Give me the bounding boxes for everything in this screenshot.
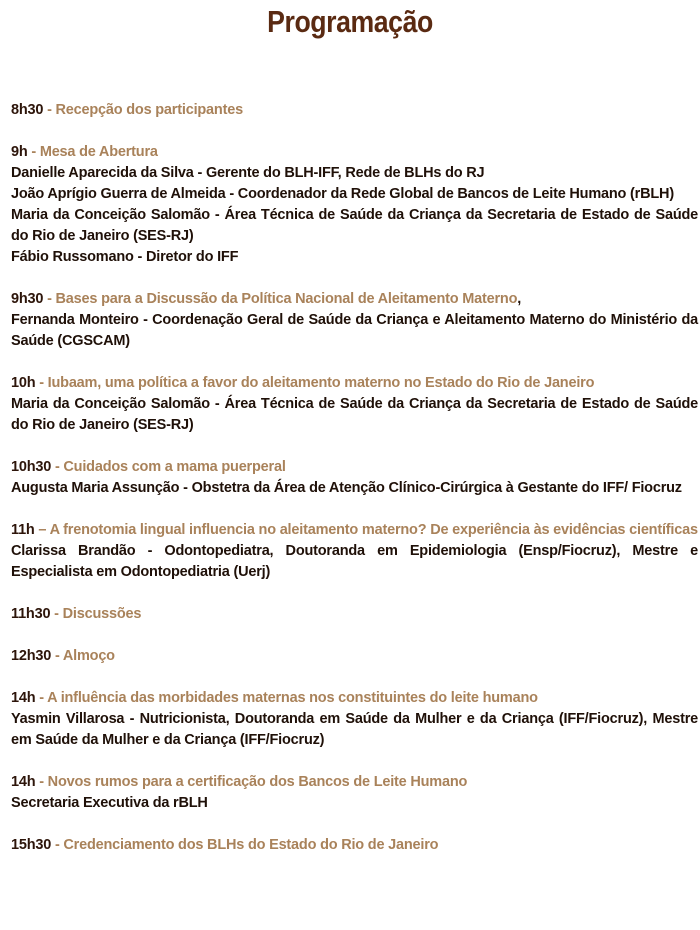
schedule-item — [11, 373, 698, 436]
schedule-time: 14h — [11, 774, 36, 790]
speaker-name: Fábio Russomano — [11, 249, 134, 265]
schedule-topic: - Almoço — [51, 648, 115, 664]
schedule-heading — [11, 289, 698, 310]
schedule-item — [11, 646, 698, 667]
speaker-name: Yasmin Villarosa — [11, 711, 125, 727]
speaker-role: - Gerente do BLH-IFF, Rede de BLHs do RJ — [193, 165, 485, 181]
schedule-item — [11, 100, 698, 121]
schedule-time: 9h — [11, 144, 28, 160]
speaker-line — [11, 394, 698, 436]
schedule-item — [11, 520, 698, 583]
speaker-line — [11, 205, 698, 247]
speaker-role: - Odontopediatra, Doutoranda em Epidemiologia (Ensp/Fiocruz), Mestre e Especialista em Odontopediatria (Uerj) — [11, 543, 698, 580]
schedule-heading — [11, 646, 698, 667]
schedule-time: 9h30 — [11, 291, 44, 307]
schedule-item — [11, 772, 698, 814]
speaker-name: Maria da Conceição Salomão — [11, 207, 210, 223]
speaker-role: - Diretor do IFF — [133, 249, 239, 265]
speaker-name: Fernanda Monteiro — [11, 312, 139, 328]
schedule-time: 10h30 — [11, 459, 52, 475]
speaker-role: - Área Técnica de Saúde da Criança da Secretaria de Estado de Saúde do Rio de Janeiro (SES-RJ) — [11, 396, 698, 433]
speaker-role: - Nutricionista, Doutoranda em Saúde da Mulher e da Criança (IFF/Fiocruz), Mestre em Saúde da Mulher e da Criança (IFF/Fiocruz) — [11, 711, 699, 748]
speaker-name: Maria da Conceição Salomão — [11, 396, 210, 412]
speaker-name: Augusta Maria Assunção — [11, 480, 180, 496]
speaker-line — [11, 541, 698, 583]
schedule-topic-suffix: , — [517, 291, 522, 307]
schedule-heading — [11, 604, 698, 625]
schedule-item — [11, 142, 698, 268]
schedule-topic: - Mesa de Abertura — [27, 144, 158, 160]
program-schedule — [11, 100, 698, 877]
schedule-topic: - A influência das morbidades maternas nos constituintes do leite humano — [35, 690, 538, 706]
schedule-topic: - Novos rumos para a certificação dos Bancos de Leite Humano — [35, 774, 468, 790]
schedule-item — [11, 835, 698, 856]
schedule-heading — [11, 688, 698, 709]
schedule-topic: – A frenotomia lingual influencia no aleitamento materno? De experiência às evidências científicas — [34, 522, 698, 538]
speaker-line — [11, 478, 698, 499]
schedule-time: 14h — [11, 690, 36, 706]
schedule-topic: - Recepção dos participantes — [43, 102, 243, 118]
speaker-role: - Área Técnica de Saúde da Criança da Secretaria de Estado de Saúde do Rio de Janeiro (SES-RJ) — [11, 207, 698, 244]
schedule-topic: - Discussões — [50, 606, 142, 622]
schedule-heading — [11, 835, 698, 856]
schedule-heading — [11, 100, 698, 121]
speaker-role: - Coordenador da Rede Global de Bancos de Leite Humano (rBLH) — [225, 186, 674, 202]
speaker-line — [11, 247, 698, 268]
speaker-line — [11, 310, 698, 352]
page-title: Programação — [267, 4, 433, 39]
speaker-name: Danielle Aparecida da Silva — [11, 165, 194, 181]
schedule-heading — [11, 520, 698, 541]
schedule-heading — [11, 457, 698, 478]
schedule-time: 8h30 — [11, 102, 44, 118]
schedule-time: 11h30 — [11, 606, 51, 622]
speaker-line — [11, 709, 698, 751]
speaker-line — [11, 163, 698, 184]
schedule-item — [11, 604, 698, 625]
schedule-topic: - Iubaam, uma política a favor do aleitamento materno no Estado do Rio de Janeiro — [35, 375, 595, 391]
schedule-time: 11h — [11, 522, 35, 538]
schedule-item — [11, 457, 698, 499]
speaker-name: Clarissa Brandão — [11, 543, 136, 559]
speaker-name: João Aprígio Guerra de Almeida — [11, 186, 226, 202]
schedule-topic: - Credenciamento dos BLHs do Estado do Rio de Janeiro — [51, 837, 439, 853]
schedule-time: 15h30 — [11, 837, 52, 853]
speaker-role: - Obstetra da Área de Atenção Clínico-Cirúrgica à Gestante do IFF/ Fiocruz — [179, 480, 682, 496]
schedule-item — [11, 289, 698, 352]
schedule-topic: - Cuidados com a mama puerperal — [51, 459, 286, 475]
speaker-name: Secretaria Executiva da rBLH — [11, 795, 208, 811]
schedule-time: 10h — [11, 375, 36, 391]
schedule-heading — [11, 142, 698, 163]
schedule-heading — [11, 772, 698, 793]
speaker-line — [11, 184, 698, 205]
schedule-heading — [11, 373, 698, 394]
schedule-time: 12h30 — [11, 648, 52, 664]
speaker-line — [11, 793, 698, 814]
speaker-role: - Coordenação Geral de Saúde da Criança e Aleitamento Materno do Ministério da Saúde (CGSCAM) — [11, 312, 698, 349]
schedule-item — [11, 688, 698, 751]
schedule-topic: - Bases para a Discussão da Política Nacional de Aleitamento Materno — [43, 291, 518, 307]
